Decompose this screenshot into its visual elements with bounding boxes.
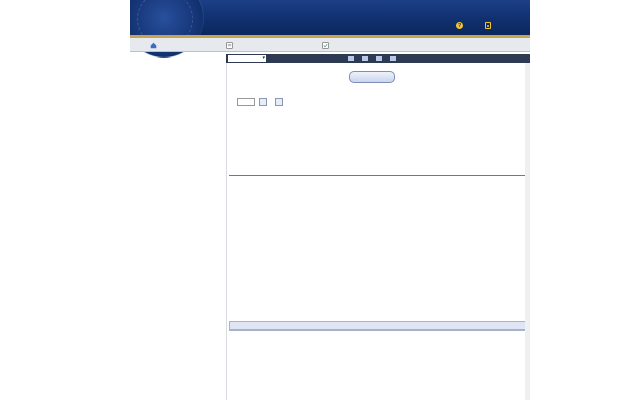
printer-icon — [376, 56, 382, 61]
add-button[interactable] — [259, 98, 267, 106]
print-no-name-button[interactable] — [376, 56, 384, 61]
enrollment-code-input[interactable] — [237, 98, 255, 106]
chevron-down-icon: ▾ — [262, 55, 265, 61]
app-frame — [130, 0, 530, 400]
logout-link[interactable] — [485, 22, 493, 29]
right-gutter — [530, 0, 640, 400]
watch-demo-button[interactable] — [390, 56, 398, 61]
app-header — [130, 0, 530, 35]
schedule-header-row — [229, 167, 529, 176]
tab-my-ucsb-home[interactable] — [150, 40, 160, 50]
final-exams-title — [230, 322, 528, 330]
term-select[interactable] — [228, 55, 266, 62]
tab-course-waitlists[interactable] — [322, 40, 332, 50]
mini-calendar — [138, 206, 220, 214]
left-gutter — [0, 0, 130, 400]
weekly-view-button[interactable] — [348, 56, 356, 61]
printer-icon — [362, 56, 368, 61]
waitlist-icon — [322, 42, 329, 49]
calendar-title — [138, 206, 220, 214]
tab-general-catalog[interactable] — [226, 40, 236, 50]
calendar-icon — [348, 56, 354, 61]
top-tabbar — [130, 38, 530, 52]
home-icon — [150, 42, 157, 49]
vertical-scrollbar[interactable] — [525, 63, 530, 400]
total-units — [229, 249, 235, 255]
help-icon: ? — [457, 22, 462, 29]
final-exams-table — [229, 321, 529, 331]
main-content — [226, 63, 530, 400]
schedule-toolbar — [226, 54, 530, 63]
catalog-icon — [226, 42, 233, 49]
video-icon — [390, 56, 396, 61]
print-name-button[interactable] — [362, 56, 370, 61]
open-map-button[interactable] — [349, 71, 395, 83]
help-link[interactable] — [456, 22, 465, 29]
add-by-code-row — [233, 98, 283, 106]
lock-icon — [485, 22, 491, 29]
find-courses-button[interactable] — [275, 98, 283, 106]
